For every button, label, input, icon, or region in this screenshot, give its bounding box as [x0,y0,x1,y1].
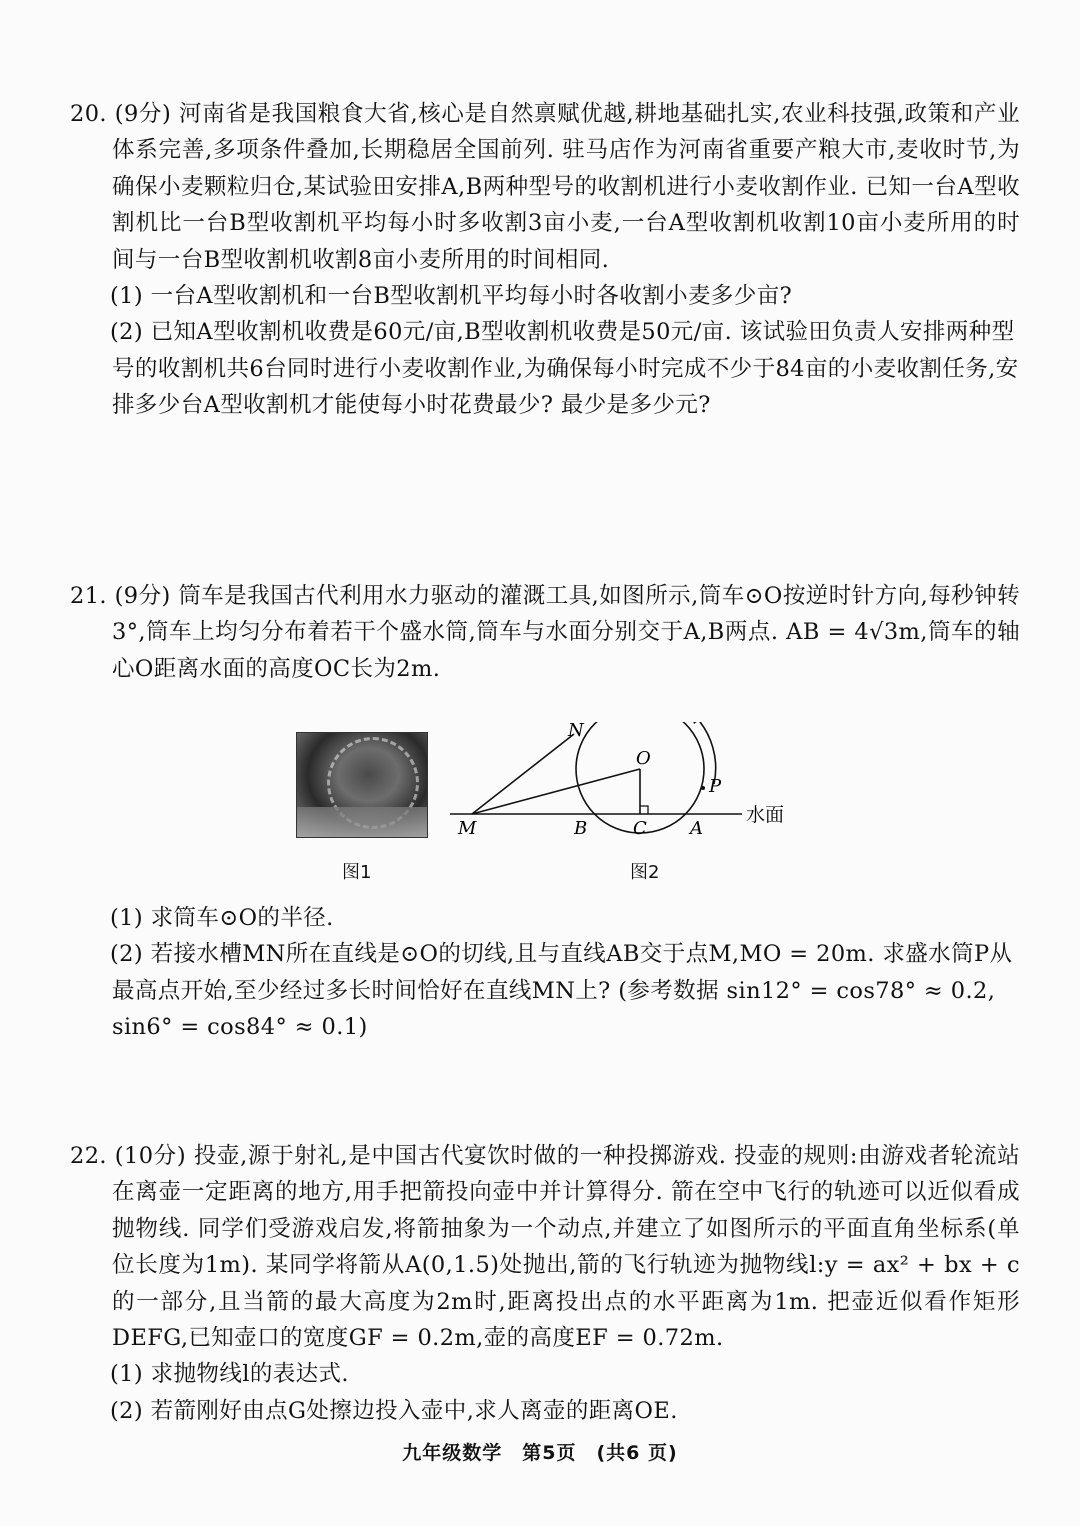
tangent-line-mn [472,734,574,814]
label-m: M [458,818,477,839]
figure-2-caption: 图2 [630,862,660,883]
page-footer: 九年级数学 第5页 (共6 页) [402,1442,678,1464]
problem-number: 21. [70,583,107,609]
point-p [701,786,705,790]
label-c: C [633,818,647,839]
problem-20 [70,96,1020,424]
right-angle-mark [640,806,648,814]
water-shape [297,807,427,837]
problem-points: (10分) [114,1143,186,1169]
problem-number: 20. [70,101,107,127]
question-1: (1) 求抛物线l的表达式. [110,1361,349,1388]
question-2: (2) 已知A型收割机收费是60元/亩,B型收割机收费是50元/亩. 该试验田负责人安排两种型号的收割机共6台同时进行小麦收割作业,为确保每小时完成不少于84亩的小麦收割任务,安排多少台A型收割机才能使每小时花费最少? 最少是多少元? [110,319,1019,419]
question-1: (1) 一台A型收割机和一台B型收割机平均每小时各收割小麦多少亩? [110,283,793,310]
problem-intro: 筒车是我国古代利用水力驱动的灌溉工具,如图所示,筒车⊙O按逆时针方向,每秒钟转3°,筒车上均匀分布着若干个盛水筒,筒车与水面分别交于A,B两点. AB = 4√3m,筒车的轴心O距离水面的高度OC长为2m. [112,583,1020,682]
problem-points: (9分) [114,583,171,609]
figure-1-caption: 图1 [342,862,372,883]
problem-points: (9分) [114,101,172,127]
problem-intro: 投壶,源于射礼,是中国古代宴饮时做的一种投掷游戏. 投壶的规则:由游戏者轮流站在离壶一定距离的地方,用手把箭投向壶中并计算得分. 箭在空中飞行的轨迹可以近似看成抛物线. 同学们受游戏启发,将箭抽象为一个动点,并建立了如图所示的平面直角坐标系(单位长度为1m). 某同学将箭从A(0,1.5)处抛出,箭的飞行轨迹为抛物线l:y = ax² + bx + c的一部分,且当箭的最大高度为2m时,距离投出点的水平距离为1m. 把壶近似看作矩形DEFG,已知壶口的宽度GF = 0.2m,壶的高度EF = 0.72m. [112,1143,1020,1352]
label-b: B [574,818,588,839]
waterwheel-photo [296,732,428,838]
label-p: P [709,776,722,797]
rotation-arrow [695,722,716,784]
problem-intro: 河南省是我国粮食大省,核心是自然禀赋优越,耕地基础扎实,农业科技强,政策和产业体系完善,多项条件叠加,长期稳居全国前列. 驻马店作为河南省重要产粮大市,麦收时节,为确保小麦颗粒归仓,某试验田安排A,B两种型号的收割机进行小麦收割作业. 已知一台A型收割机比一台B型收割机平均每小时多收割3亩小麦,一台A型收割机收割10亩小麦所用的时间与一台B型收割机收割8亩小麦所用的时间相同. [112,101,1020,273]
problem-21-questions [70,900,1020,1046]
figures [290,722,810,892]
question-1: (1) 求筒车⊙O的半径. [110,905,334,931]
problem-21 [70,578,1020,687]
question-2: (2) 若接水槽MN所在直线是⊙O的切线,且与直线AB交于点M,MO = 20m. 求盛水筒P从最高点开始,至少经过多长时间恰好在直线MN上? (参考数据 sin12° = cos78° ≈ 0.2, sin6° = cos84° ≈ 0.1) [110,941,1013,1041]
question-2: (2) 若箭刚好由点G处擦边投入壶中,求人离壶的距离OE. [110,1397,678,1424]
problem-number: 22. [70,1143,107,1169]
label-n: N [568,722,584,741]
problem-22 [70,1138,1020,1429]
label-a: A [690,818,703,839]
segment-mo [472,769,640,814]
label-o: O [636,748,651,769]
figure-2-diagram [440,722,810,862]
label-water: 水面 [746,804,785,826]
